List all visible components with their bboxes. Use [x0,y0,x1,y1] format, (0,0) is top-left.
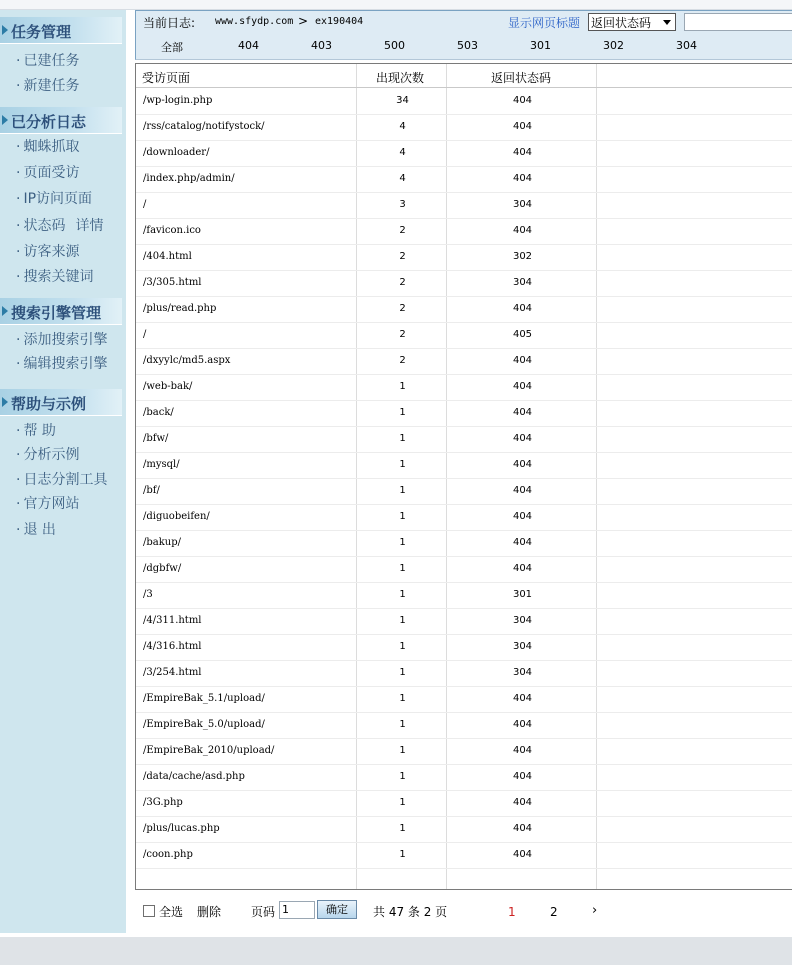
cell-page[interactable]: /plus/read.php [143,303,217,314]
cell-count: 1 [399,381,406,392]
cell-page[interactable]: /diguobeifen/ [143,511,210,522]
table-row[interactable] [136,322,792,349]
status-code-select[interactable] [588,13,676,31]
table-row[interactable] [136,660,792,687]
select-all-label[interactable]: 全选 [159,905,184,919]
current-log-file: ex190404 [315,16,364,27]
cell-count: 1 [399,771,406,782]
sidebar-item-spider-crawl[interactable]: · 蜘蛛抓取 [16,139,80,155]
sidebar [0,10,126,933]
cell-count: 2 [399,303,406,314]
cell-count: 1 [399,459,406,470]
total-count: 共 47 条 2 页 [373,905,448,919]
cell-count: 1 [399,745,406,756]
cell-page[interactable]: /3 [143,589,153,600]
log-header-panel [135,10,792,60]
cell-status-code: 404 [512,225,533,236]
cell-count: 1 [399,719,406,730]
cell-page[interactable]: /404.html [143,251,192,262]
cell-page[interactable]: /dgbfw/ [143,563,182,574]
cell-count: 1 [399,797,406,808]
table-row[interactable] [136,608,792,635]
table-row[interactable] [136,192,792,219]
cell-status-code: 404 [512,693,533,704]
cell-page[interactable]: /3G.php [143,797,183,808]
sidebar-item-logout[interactable]: · 退 出 [16,522,56,538]
triangle-right-icon [2,397,8,407]
chevron-right-icon[interactable]: › [592,903,598,918]
table-row[interactable] [136,166,792,193]
cell-status-code: 404 [512,511,533,522]
table-row[interactable] [136,88,792,115]
cell-count: 1 [399,849,406,860]
cell-page[interactable]: /web-bak/ [143,381,193,392]
cell-status-code: 304 [512,277,533,288]
table-header [136,64,792,88]
cell-page[interactable]: /rss/catalog/notifystock/ [143,121,265,132]
filter-500[interactable]: 500 [384,39,405,52]
cell-count: 1 [399,511,406,522]
cell-page[interactable]: /3/305.html [143,277,202,288]
cell-count: 34 [396,95,409,106]
cell-status-code: 404 [512,745,533,756]
page-link-2[interactable]: 2 [550,905,558,919]
sidebar-section-help[interactable] [0,389,122,416]
sidebar-item-created-tasks[interactable]: · 已建任务 [16,53,80,69]
sidebar-item-status-detail[interactable]: 详情 [75,218,104,234]
sidebar-item-status-code[interactable]: · 状态码 详情 [16,218,104,234]
table-row[interactable] [136,504,792,531]
cell-status-code: 404 [512,433,533,444]
table-row[interactable] [136,478,792,505]
cell-count: 1 [399,667,406,678]
table-row[interactable] [136,790,792,817]
page-number-input[interactable]: 1 [279,901,315,919]
cell-count: 4 [399,121,406,132]
cell-count: 2 [399,251,406,262]
sidebar-section-title: 已分析日志 [11,113,87,131]
cell-status-code: 404 [512,485,533,496]
sidebar-item-visitor-source[interactable]: · 访客来源 [16,244,80,260]
cell-status-code: 404 [512,797,533,808]
sidebar-item-new-task[interactable]: · 新建任务 [16,78,80,94]
cell-status-code: 404 [512,563,533,574]
top-bar [0,0,792,10]
sidebar-section-title: 帮助与示例 [11,395,87,413]
table-row[interactable] [136,556,792,583]
cell-count: 1 [399,563,406,574]
cell-count: 1 [399,615,406,626]
sidebar-section-search-engines[interactable] [0,298,122,325]
cell-status-code: 404 [512,355,533,366]
search-input[interactable] [684,13,792,31]
cell-count: 4 [399,173,406,184]
cell-page[interactable]: /wp-login.php [143,95,213,106]
pagination-bar [135,893,792,933]
filter-all[interactable]: 全部 [161,41,183,54]
triangle-right-icon [2,306,8,316]
cell-status-code: 404 [512,147,533,158]
cell-count: 1 [399,433,406,444]
cell-count: 4 [399,147,406,158]
cell-status-code: 404 [512,381,533,392]
cell-status-code: 404 [512,771,533,782]
table-row[interactable] [136,582,792,609]
cell-status-code: 404 [512,823,533,834]
cell-count: 1 [399,823,406,834]
cell-count: 1 [399,641,406,652]
page-link-1[interactable]: 1 [508,905,516,919]
cell-status-code: 404 [512,459,533,470]
chevron-down-icon [663,20,671,25]
cell-count: 1 [399,407,406,418]
filter-302[interactable]: 302 [603,39,624,52]
table-row[interactable] [136,400,792,427]
sidebar-section-title: 任务管理 [11,23,72,41]
cell-page[interactable]: /EmpireBak_5.1/upload/ [143,693,265,704]
cell-page[interactable]: / [143,329,147,340]
table-row[interactable] [136,842,792,869]
results-table [135,63,792,890]
triangle-right-icon [2,25,8,35]
bottom-bar [0,937,792,965]
status-code-select-value: 返回状态码 [591,16,652,30]
cell-page[interactable]: /mysql/ [143,459,180,470]
table-row[interactable] [136,764,792,791]
filter-301[interactable]: 301 [530,39,551,52]
sidebar-item-search-keywords[interactable]: · 搜索关键词 [16,269,94,285]
cell-page[interactable]: /downloader/ [143,147,210,158]
confirm-button[interactable]: 确定 [317,900,357,919]
table-row[interactable] [136,634,792,661]
cell-count: 2 [399,277,406,288]
cell-page[interactable]: /bakup/ [143,537,182,548]
sidebar-item-ip-pages[interactable]: · IP访问页面 [16,191,93,207]
cell-page[interactable]: /EmpireBak_5.0/upload/ [143,719,265,730]
cell-count: 1 [399,537,406,548]
filter-403[interactable]: 403 [311,39,332,52]
column-header-status[interactable]: 返回状态码 [491,71,552,85]
breadcrumb-separator: > [298,14,309,28]
cell-status-code: 304 [512,199,533,210]
column-header-page[interactable]: 受访页面 [142,71,191,85]
cell-count: 1 [399,485,406,496]
cell-page[interactable]: /back/ [143,407,174,418]
cell-status-code: 404 [512,407,533,418]
cell-page[interactable]: /favicon.ico [143,225,201,236]
sidebar-section-task-management[interactable] [0,17,122,44]
cell-status-code: 302 [512,251,533,262]
cell-status-code: 404 [512,719,533,730]
cell-status-code: 404 [512,95,533,106]
sidebar-item-page-visits[interactable]: · 页面受访 [16,165,80,181]
table-row[interactable] [136,218,792,245]
cell-page[interactable]: /4/311.html [143,615,202,626]
cell-page[interactable]: /4/316.html [143,641,202,652]
cell-page[interactable]: /bfw/ [143,433,169,444]
cell-status-code: 404 [512,849,533,860]
cell-page[interactable]: / [143,199,147,210]
page-number-label: 页码 [251,905,276,919]
cell-page[interactable]: /3/254.html [143,667,202,678]
cell-status-code: 404 [512,303,533,314]
sidebar-item-help[interactable]: · 帮 助 [16,423,56,439]
table-row[interactable] [136,374,792,401]
current-log-label: 当前日志: [143,16,196,30]
table-row[interactable] [136,816,792,843]
select-all-checkbox[interactable] [143,905,155,917]
cell-status-code: 404 [512,537,533,548]
current-log-site: www.sfydp.com [215,16,294,27]
cell-count: 2 [399,355,406,366]
cell-status-code: 304 [512,641,533,652]
filter-404[interactable]: 404 [238,39,259,52]
table-row[interactable] [136,530,792,557]
sidebar-item-examples[interactable]: · 分析示例 [16,447,80,463]
cell-count: 2 [399,329,406,340]
sidebar-item-edit-search-engine[interactable]: · 编辑搜索引擎 [16,356,108,372]
table-row[interactable] [136,348,792,375]
cell-page[interactable]: /dxyylc/md5.aspx [143,355,231,366]
cell-count: 1 [399,589,406,600]
cell-page[interactable]: /bf/ [143,485,160,496]
cell-page[interactable]: /data/cache/asd.php [143,771,245,782]
table-row[interactable] [136,738,792,765]
table-row[interactable] [136,270,792,297]
table-row[interactable] [136,296,792,323]
sidebar-section-title: 搜索引擎管理 [11,304,102,322]
sidebar-item-add-search-engine[interactable]: · 添加搜索引擎 [16,332,108,348]
triangle-right-icon [2,115,8,125]
cell-count: 1 [399,693,406,704]
table-row[interactable] [136,686,792,713]
table-row[interactable] [136,140,792,167]
cell-page[interactable]: /coon.php [143,849,193,860]
cell-page[interactable]: /EmpireBak_2010/upload/ [143,745,275,756]
table-row[interactable] [136,244,792,271]
column-header-count[interactable]: 出现次数 [376,71,425,85]
cell-page[interactable]: /plus/lucas.php [143,823,220,834]
table-row[interactable] [136,712,792,739]
table-row[interactable] [136,114,792,141]
cell-count: 2 [399,225,406,236]
cell-status-code: 404 [512,121,533,132]
cell-status-code: 404 [512,173,533,184]
cell-page[interactable]: /index.php/admin/ [143,173,235,184]
cell-status-code: 301 [512,589,533,600]
cell-status-code: 304 [512,615,533,626]
cell-count: 3 [399,199,406,210]
filter-304[interactable]: 304 [676,39,697,52]
table-row[interactable] [136,426,792,453]
table-row[interactable] [136,452,792,479]
delete-button[interactable]: 删除 [197,905,222,919]
show-page-title-link[interactable]: 显示网页标题 [508,16,581,30]
sidebar-item-log-split-tool[interactable]: · 日志分割工具 [16,472,108,488]
sidebar-section-analyzed-logs[interactable] [0,107,122,134]
filter-503[interactable]: 503 [457,39,478,52]
sidebar-item-official-site[interactable]: · 官方网站 [16,496,80,512]
cell-status-code: 304 [512,667,533,678]
cell-status-code: 405 [512,329,533,340]
